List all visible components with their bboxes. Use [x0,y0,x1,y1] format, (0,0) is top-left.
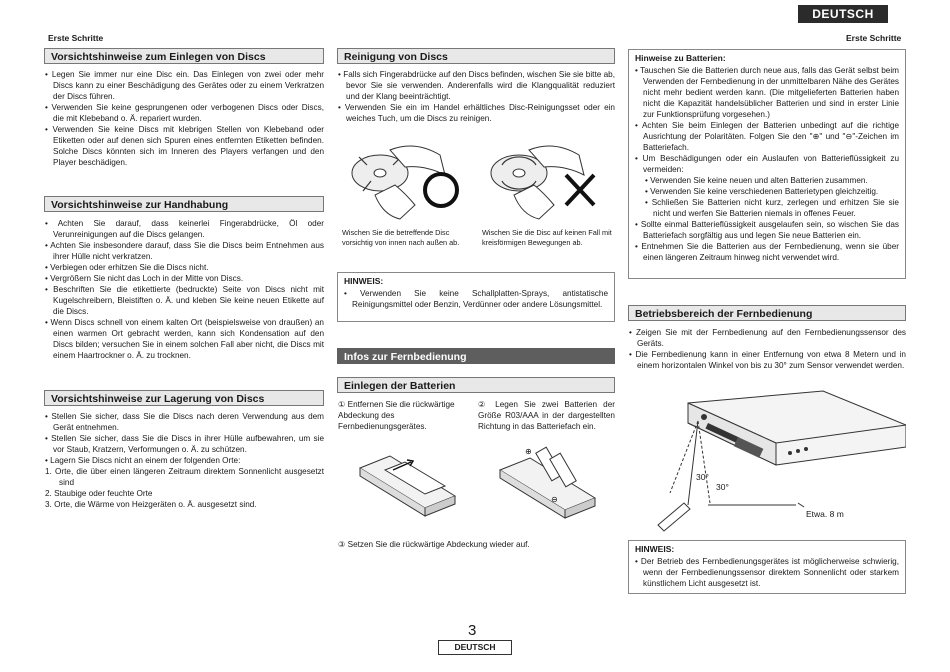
footer-language-label: DEUTSCH [438,640,512,655]
list-item: • Wenn Discs schnell von einem kalten Ort (beispielsweise von draußen) an einen warmen Ort gebracht werden, kann sich Kondensation auf den Discs bilden; versuchen Sie in einem solchen Fall aber nicht, die Discs mit einem Haartrockner o. Ä. zu trocknen. [45,318,324,360]
handhabung-list [45,218,324,361]
list-item: • Verwenden Sie keine gesprungenen oder verbogenen Discs oder Discs, die mit Klebeband o. Ä. repariert wurden. [45,103,324,123]
list-item: • Falls sich Fingerabdrücke auf den Discs befinden, wischen Sie sie bitte ab, bevor Sie sie verwenden. Anderenfalls wird die Klangqualität reduziert und der Klang beeinträchtigt. [338,70,615,101]
section-title-batterien: Einlegen der Batterien [337,377,615,393]
list-item: • Verwenden Sie ein im Handel erhältliches Disc-Reinigungsset oder ein weiches Tuch, um die Discs zu reinigen. [338,103,615,123]
angle-label-left: 30° [696,472,709,482]
disc-wipe-correct-illustration [345,135,470,225]
list-item: • Sollte einmal Batterieflüssigkeit ausgelaufen sein, so wischen Sie das Batteriefach sorgfältig aus und legen Sie neue Batterien ein. [635,220,899,240]
page-number: 3 [468,622,477,639]
list-item: • Achten Sie beim Einlegen der Batterien unbedingt auf die richtige Ausrichtung der Polaritäten. Folgen Sie den "⊕" und "⊖"-Zeichen im Batteriefach. [635,121,899,152]
caption-correct: Wischen Sie die betreffende Disc vorsichtig von innen nach außen ab. [342,228,460,247]
list-item: • Verbiegen oder erhitzen Sie die Discs nicht. [45,263,209,272]
step-1: ① Entfernen Sie die rückwärtige Abdeckung des Fernbedienungsgerätes. [338,400,455,431]
list-item: • Um Beschädigungen oder ein Auslaufen von Batterieflüssigkeit zu vermeiden: [635,154,899,174]
list-item: • Verwenden Sie keine verschiedenen Batterietypen gleichzeitig. [645,187,879,196]
list-item: • Beschriften Sie die etikettierte (bedruckte) Seite von Discs nicht mit Kugelschreibern, Bleistiften o. Ä. und kleben Sie keine neuen Etikette auf die Discs. [45,285,324,316]
list-item: • Schließen Sie Batterien nicht kurz, zerlegen und erhitzen Sie sie nicht und werfen Sie Batterien niemals in offenes Feuer. [645,198,899,218]
list-item: • Stellen Sie sicher, dass Sie die Discs nach deren Verwendung aus dem Gerät entnehmen. [45,412,324,432]
list-item: • Verwenden Sie keine Discs mit klebrigen Stellen von Klebeband oder Etiketten oder auf denen sich Spuren eines entfernten Etiketten befinden. Solche Discs könnten sich im Inneren des Players verfangen und den Player beschädigen. [45,125,324,167]
list-item: 2. Staubige oder feuchte Orte [45,489,153,498]
hinweis-title: HINWEIS: [344,276,384,286]
list-item: • Achten Sie darauf, dass keinerlei Fingerabdrücke, Öl oder Verunreinigungen auf die Discs gelangen. [45,219,324,239]
section-title-einlegen: Vorsichtshinweise zum Einlegen von Discs [44,48,324,64]
list-item: • Verwenden Sie keine Schallplatten-Sprays, antistatische Reinigungsmittel oder Benzin, Verdünner oder andere Lösungsmittel. [344,289,608,309]
reinigung-list [338,69,615,124]
angle-label-right: 30° [716,482,729,492]
list-item: • Tauschen Sie die Batterien durch neue aus, falls das Gerät selbst beim Verwenden der Fernbedienung in der unmittelbaren Nähe des Gerätes nicht mehr bedient werden kann. (Die mitgelieferten Batterien haben nicht die Kapazität handelsüblicher Batterien und sind in erster Linie zur Funktionsprüfung vorgesehen.) [635,66,899,119]
list-item: • Stellen Sie sicher, dass Sie die Discs in ihrer Hülle aufbewahren, um sie vor Staub, Kratzern, Verformungen o. Ä. zu schützen. [45,434,324,454]
step-2: ② Legen Sie zwei Batterien der Größe R03/AAA in der dargestellten Richtung in das Batteriefach ein. [478,400,615,431]
remote-cover-removal-illustration [355,448,465,528]
list-item: 3. Orte, die Wärme von Heizgeräten o. Ä. ausgesetzt sind. [45,500,257,509]
list-item: • Legen Sie immer nur eine Disc ein. Das Einlegen von zwei oder mehr Discs kann zu einer Beschädigung des Gerätes oder zu einem Verkratzen der Discs führen. [45,70,324,101]
list-item: • Zeigen Sie mit der Fernbedienung auf den Fernbedienungssensor des Geräts. [629,328,906,348]
battery-insertion-illustration [495,440,605,525]
einlegen-list [45,69,324,168]
svg-text:⊕: ⊕ [525,447,532,456]
list-item: • Die Fernbedienung kann in einer Entfernung von etwa 8 Metern und in einem horizontalen Winkel von bis zu 30° zum Sensor verwendet werden. [629,350,906,370]
disc-wipe-wrong-illustration [484,135,609,225]
section-title-betriebsbereich: Betriebsbereich der Fernbedienung [628,305,906,321]
header-right: Erste Schritte [846,33,902,43]
list-item: • Achten Sie insbesondere darauf, dass Sie die Discs beim Entnehmen aus ihrer Hülle nicht verkratzen. [45,241,324,261]
list-item: • Der Betrieb des Fernbedienungsgerätes ist möglicherweise schwierig, wenn der Fernbedienungssensor direktem Sonnenlicht oder starkem künstlichem Licht ausgesetzt ist. [635,557,899,588]
caption-wrong: Wischen Sie die Disc auf keinen Fall mit kreisförmigen Bewegungen ab. [482,228,612,247]
lagerung-list [45,411,324,510]
list-item: • Entnehmen Sie die Batterien aus der Fernbedienung, wenn sie über einen längeren Zeitraum hinweg nicht verwendet wird. [635,242,899,262]
section-title-reinigung: Reinigung von Discs [337,48,615,64]
section-title-fernbedienung: Infos zur Fernbedienung [337,348,615,364]
step-3: ③ Setzen Sie die rückwärtige Abdeckung wieder auf. [338,540,530,549]
hinweis-box-fernbedienung [628,540,906,594]
hinweis-box-reinigung [337,272,615,322]
header-left: Erste Schritte [48,33,104,43]
section-title-handhabung: Vorsichtshinweise zur Handhabung [44,196,324,212]
circle-ok-icon [425,174,457,206]
remote-range-illustration [648,385,906,535]
list-item: • Vergrößern Sie nicht das Loch in der Mitte von Discs. [45,274,244,283]
betriebsbereich-list [629,327,906,371]
cross-wrong-icon [566,175,594,205]
distance-label: Etwa. 8 m [806,509,844,519]
battery-notes-title: Hinweise zu Batterien: [635,53,726,63]
list-item: 1. Orte, die über einen längeren Zeitraum direktem Sonnenlicht ausgesetzt sind [45,467,324,487]
svg-text:⊖: ⊖ [551,495,558,504]
list-item: • Verwenden Sie keine neuen und alten Batterien zusammen. [645,176,868,185]
section-title-lagerung: Vorsichtshinweise zur Lagerung von Discs [44,390,324,406]
battery-notes-box [628,49,906,279]
language-tab: DEUTSCH [798,5,888,23]
list-item: • Lagern Sie Discs nicht an einem der folgenden Orte: [45,456,241,465]
hinweis-title: HINWEIS: [635,544,675,554]
